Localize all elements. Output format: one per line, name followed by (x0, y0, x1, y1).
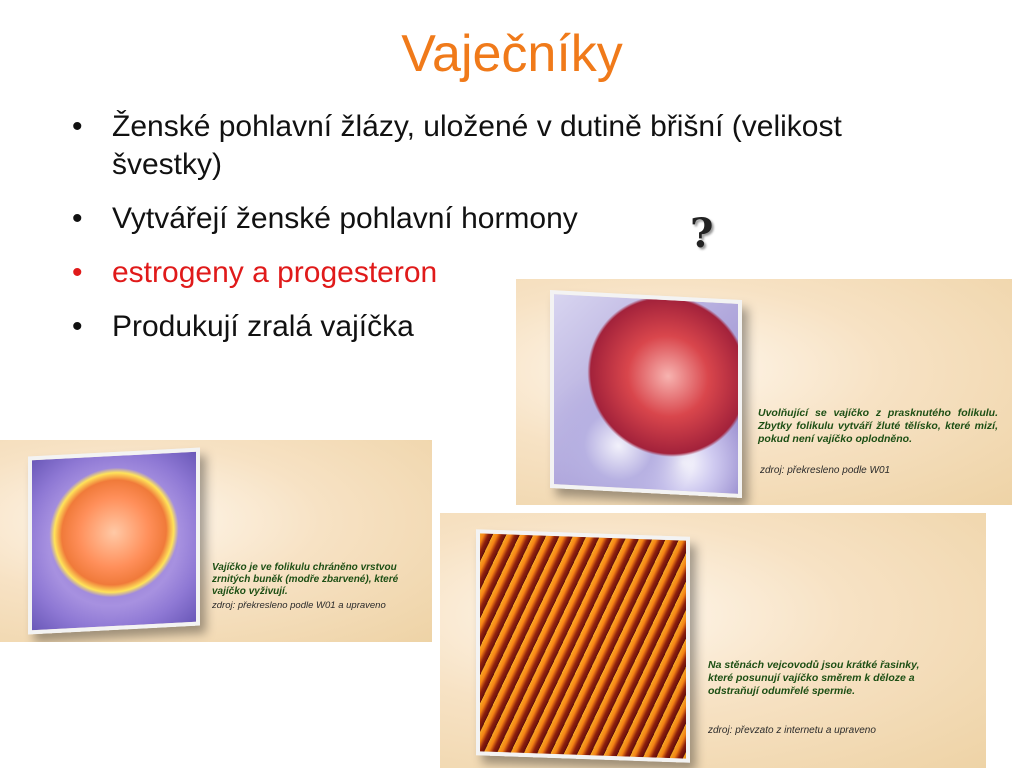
oviduct-photo (476, 529, 690, 762)
bullet-text: Ženské pohlavní žlázy, uložené v dutině břišní (velikost švestky) (112, 110, 842, 181)
bullet-item (70, 108, 870, 184)
bullet-text: estrogeny a progesteron (112, 256, 438, 289)
question-mark-icon: ? (690, 210, 714, 257)
bullet-text: Produkují zralá vajíčka (112, 310, 414, 343)
released-egg-panel (516, 279, 1012, 505)
released-egg-caption: Uvolňující se vajíčko z prasknutého folikulu. Zbytky folikulu vytváří žluté tělísko, které mizí, pokud není vajíčko oplodněno. (758, 407, 998, 445)
bullet-dot: • (72, 110, 83, 143)
slide-title: Vaječníky (401, 25, 623, 83)
bullet-text: Vytvářejí ženské pohlavní hormony (112, 202, 578, 235)
follicle-photo (28, 447, 200, 634)
follicle-caption: Vajíčko je ve folikulu chráněno vrstvou zrnitých buněk (modře zbarvené), které vajíčko vyživují. (212, 562, 399, 597)
follicle-panel (0, 440, 432, 642)
bullet-dot: • (72, 202, 83, 235)
follicle-source: zdroj: překresleno podle W01 a upraveno (212, 600, 386, 611)
oviduct-source: zdroj: převzato z internetu a upraveno (708, 725, 876, 736)
released-egg-photo (550, 290, 742, 498)
bullet-dot: • (72, 256, 83, 289)
released-egg-source: zdroj: překresleno podle W01 (760, 465, 891, 476)
oviduct-caption: Na stěnách vejcovodů jsou krátké řasinky, které posunují vajíčko směrem k děloze a odstraňují odumřelé spermie. (708, 659, 920, 697)
oviduct-panel (440, 513, 986, 768)
bullet-item (70, 200, 870, 238)
bullet-dot: • (72, 310, 83, 343)
